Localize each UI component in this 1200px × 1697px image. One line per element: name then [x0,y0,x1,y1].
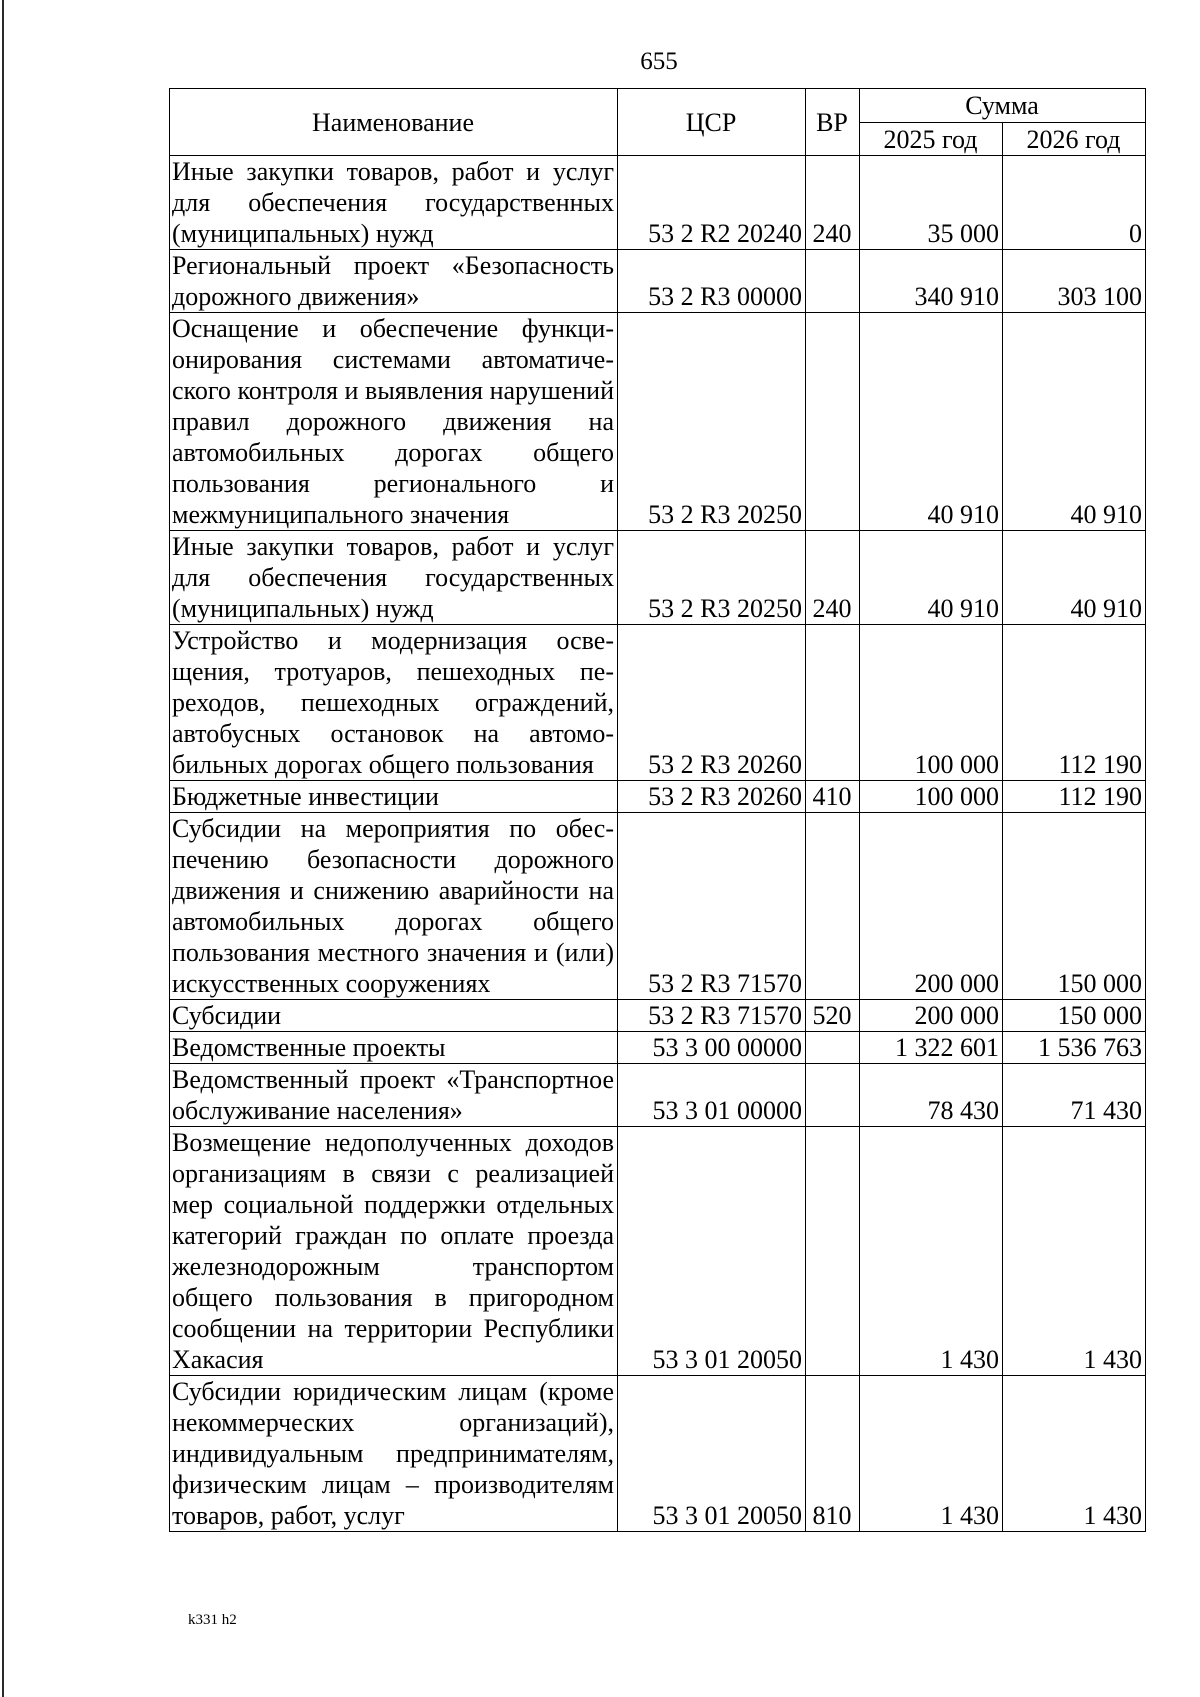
row-vr [806,1127,860,1376]
row-sum-2025: 200 000 [860,813,1003,1000]
row-csr: 53 3 00 00000 [618,1032,806,1064]
row-name: Устройство и модернизация освещения, тротуаров, пешеходных переходов, пешеходных ограждений, автобусных остановок на автомобильных дорогах общего пользования [170,625,618,781]
row-name: Субсидии [170,1000,618,1032]
header-csr: ЦСР [618,89,806,156]
row-sum-2026: 71 430 [1003,1064,1146,1127]
table-row [170,781,1146,813]
row-name: Оснащение и обеспечение функционирования системами автоматического контроля и выявления нарушений правил дорожного движения на автомобильных дорогах общего пользования регионального и межмуниципального значения [170,313,618,531]
page-number: 655 [640,48,678,75]
row-vr [806,1032,860,1064]
row-csr: 53 2 R3 20260 [618,781,806,813]
row-csr: 53 2 R2 20240 [618,156,806,250]
row-sum-2025: 100 000 [860,625,1003,781]
row-sum-2026: 150 000 [1003,813,1146,1000]
row-sum-2026: 1 430 [1003,1376,1146,1532]
row-vr: 520 [806,1000,860,1032]
row-csr: 53 3 01 00000 [618,1064,806,1127]
row-sum-2026: 40 910 [1003,313,1146,531]
row-sum-2026: 1 430 [1003,1127,1146,1376]
row-vr [806,313,860,531]
table-row [170,1064,1146,1127]
header-year-2026: 2026 год [1003,123,1146,156]
row-sum-2026: 0 [1003,156,1146,250]
row-csr: 53 3 01 20050 [618,1376,806,1532]
row-csr: 53 2 R3 71570 [618,813,806,1000]
row-sum-2026: 303 100 [1003,250,1146,313]
row-sum-2026: 40 910 [1003,531,1146,625]
row-vr [806,813,860,1000]
page-edge-line [2,0,4,1697]
row-sum-2026: 112 190 [1003,625,1146,781]
row-vr: 240 [806,156,860,250]
table-row [170,1127,1146,1376]
header-row [170,89,1146,123]
row-sum-2025: 1 430 [860,1376,1003,1532]
row-name: Бюджетные инвестиции [170,781,618,813]
row-sum-2025: 100 000 [860,781,1003,813]
row-sum-2025: 1 430 [860,1127,1003,1376]
table-row [170,625,1146,781]
row-name: Региональный проект «Безопасность дорожного движения» [170,250,618,313]
row-name: Иные закупки товаров, работ и услуг для обеспечения государственных (муниципальных) нужд [170,531,618,625]
header-year-2025: 2025 год [860,123,1003,156]
table-body [170,156,1146,1532]
table-row [170,1376,1146,1532]
row-sum-2025: 78 430 [860,1064,1003,1127]
row-sum-2025: 200 000 [860,1000,1003,1032]
row-csr: 53 2 R3 20250 [618,531,806,625]
row-vr [806,625,860,781]
row-name: Возмещение недополученных доходов организациям в связи с реализацией мер социальной поддержки отдельных категорий граждан по оплате проезда железнодорожным транспортом общего пользования в пригородном сообщении на территории Республики Хакасия [170,1127,618,1376]
table-row [170,813,1146,1000]
row-sum-2025: 40 910 [860,313,1003,531]
row-csr: 53 2 R3 20260 [618,625,806,781]
row-sum-2026: 1 536 763 [1003,1032,1146,1064]
row-csr: 53 2 R3 00000 [618,250,806,313]
row-sum-2025: 40 910 [860,531,1003,625]
table-row [170,250,1146,313]
header-sum: Сумма [860,89,1146,123]
footer-code: k331 h2 [188,1612,237,1628]
row-csr: 53 2 R3 20250 [618,313,806,531]
row-vr: 810 [806,1376,860,1532]
header-name: Наименование [170,89,618,156]
header-vr: ВР [806,89,860,156]
row-name: Иные закупки товаров, работ и услуг для обеспечения государственных (муниципальных) нужд [170,156,618,250]
row-name: Ведомственный проект «Транспортное обслуживание населения» [170,1064,618,1127]
budget-table [169,88,1146,1532]
table-row [170,531,1146,625]
row-sum-2025: 1 322 601 [860,1032,1003,1064]
row-sum-2025: 35 000 [860,156,1003,250]
table-row [170,1000,1146,1032]
row-sum-2026: 112 190 [1003,781,1146,813]
table-row [170,1032,1146,1064]
row-csr: 53 3 01 20050 [618,1127,806,1376]
row-vr [806,1064,860,1127]
row-vr [806,250,860,313]
table-row [170,156,1146,250]
row-name: Ведомственные проекты [170,1032,618,1064]
row-sum-2026: 150 000 [1003,1000,1146,1032]
row-csr: 53 2 R3 71570 [618,1000,806,1032]
row-vr: 240 [806,531,860,625]
row-name: Субсидии на мероприятия по обеспечению безопасности дорожного движения и снижению аварийности на автомобильных дорогах общего пользования местного значения и (или) искусственных сооружениях [170,813,618,1000]
table-row [170,313,1146,531]
row-name: Субсидии юридическим лицам (кроме некоммерческих организаций), индивидуальным предпринимателям, физическим лицам – производителям товаров, работ, услуг [170,1376,618,1532]
row-vr: 410 [806,781,860,813]
row-sum-2025: 340 910 [860,250,1003,313]
